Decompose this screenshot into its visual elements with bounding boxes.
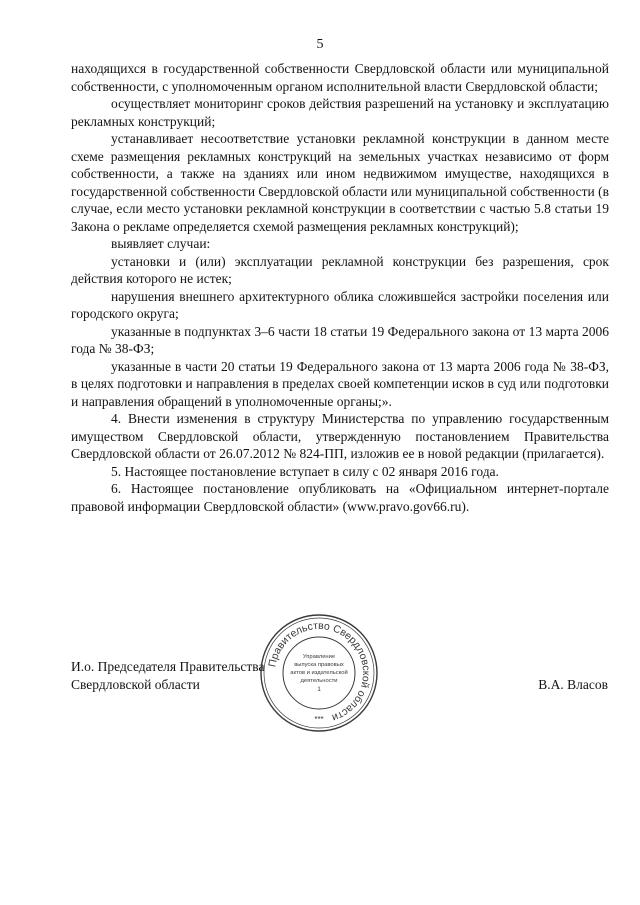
paragraph-1: находящихся в государственной собственности Свердловской области или муниципальной собственности, с уполномоченным органом исполнительной власти Свердловской области; <box>71 61 609 94</box>
paragraph-2: осуществляет мониторинг сроков действия разрешений на установку и эксплуатацию рекламных конструкций; <box>71 96 609 129</box>
seal-inner-line-1: Управление <box>302 654 336 660</box>
signatory-name: В.А. Власов <box>538 677 608 692</box>
paragraph-3: устанавливает несоответствие установки рекламной конструкции в данном месте схеме размещения рекламных конструкций на земельных участках независимо от форм собственности, а также на зданиях или ином недвижимом имуществе, находящихся в государственной собственности Свердловской области или муниципальной собственности (в случае, если место установки рекламной конструкции в соответствии с частью 5.8 статьи 19 Закона о рекламе определяется схемой размещения рекламных конструкций); <box>71 131 609 234</box>
signatory-position-line-1: И.о. Председателя Правительства <box>71 659 265 674</box>
paragraph-9: 4. Внести изменения в структуру Министерства по управлению государственным имуществом Свердловской области, утвержденную постановлением Правительства Свердловской области от 26.07.2012 № 824-ПП, изложив ее в новой редакции (прилагается). <box>71 411 609 461</box>
paragraph-11: 6. Настоящее постановление опубликовать на «Официальном интернет-портале правовой информации Свердловской области» (www.pravo.gov66.ru). <box>71 481 609 514</box>
official-seal-stamp <box>258 612 380 734</box>
paragraph-10: 5. Настоящее постановление вступает в силу с 02 января 2016 года. <box>111 463 499 479</box>
signatory-position-line-2: Свердловской области <box>71 676 200 692</box>
seal-outer-text: Правительство Свердловской области <box>266 619 373 724</box>
document-body <box>71 60 609 515</box>
page-number: 5 <box>316 37 324 52</box>
seal-stars: *** <box>314 715 324 724</box>
signatory-position <box>71 658 264 693</box>
seal-inner-line-4: деятельности <box>300 678 338 684</box>
paragraph-6: нарушения внешнего архитектурного облика сложившейся застройки поселения или городского округа; <box>71 288 609 321</box>
paragraph-8: указанные в части 20 статьи 19 Федерального закона от 13 марта 2006 года № 38-ФЗ, в целях подготовки и направления в пределах своей компетенции исков в суд или подготовки и направления обращений в уполномоченные органы;». <box>71 358 609 409</box>
seal-inner-line-2: выпуска правовых <box>294 662 344 668</box>
paragraph-5: установки и (или) эксплуатации рекламной конструкции без разрешения, срок действия которого не истек; <box>71 253 609 286</box>
seal-inner-line-5: 1 <box>317 686 321 693</box>
seal-inner-line-3: актов и издательской <box>290 670 348 676</box>
paragraph-4: выявляет случаи: <box>111 236 211 251</box>
paragraph-7: указанные в подпунктах 3–6 части 18 статьи 19 Федерального закона от 13 марта 2006 года № 38-ФЗ; <box>71 323 609 356</box>
